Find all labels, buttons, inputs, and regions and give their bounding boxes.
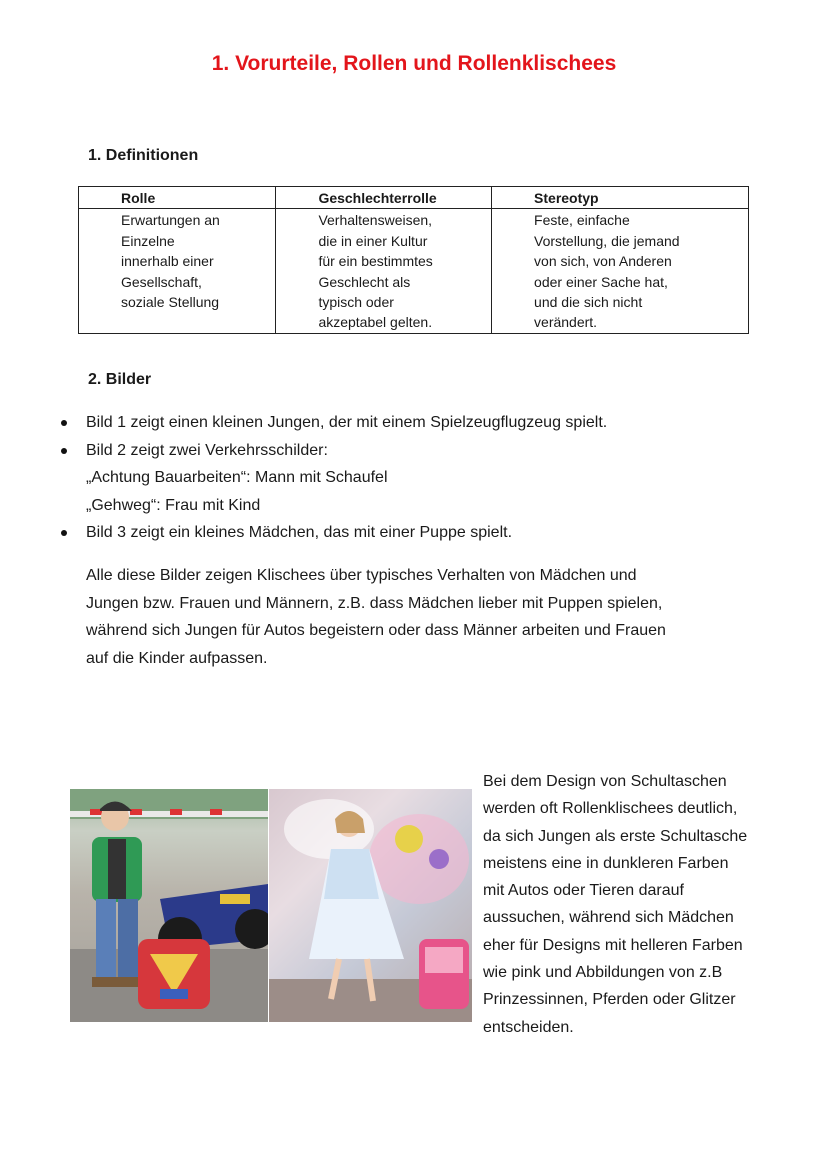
image-bullet-list	[60, 409, 780, 547]
column-header-rolle: Rolle	[79, 187, 276, 209]
page-title: 1. Vorurteile, Rollen und Rollenklischees	[211, 52, 617, 75]
definitions-table	[78, 186, 749, 334]
definition-stereotyp: Feste, einfache Vorstellung, die jemand von sich, von Anderen oder einer Sache hat, und die sich nicht verändert.	[492, 209, 749, 333]
definition-geschlechterrolle: Verhaltensweisen, die in einer Kultur für ein bestimmtes Geschlecht als typisch oder akzeptabel gelten.	[276, 209, 492, 333]
table-header-row	[79, 187, 749, 209]
girl-schoolbag-photo	[269, 789, 472, 1022]
boy-illustration	[70, 789, 268, 1022]
definition-rolle: Erwartungen an Einzelne innerhalb einer Gesellschaft, soziale Stellung	[79, 209, 276, 333]
table-row	[79, 209, 749, 333]
column-header-geschlechterrolle: Geschlechterrolle	[276, 187, 492, 209]
column-header-stereotyp: Stereotyp	[492, 187, 749, 209]
list-item: Bild 3 zeigt ein kleines Mädchen, das mit einer Puppe spielt.	[60, 519, 780, 547]
list-item: Bild 1 zeigt einen kleinen Jungen, der mit einem Spielzeugflugzeug spielt.	[60, 409, 780, 437]
definitions-heading: 1. Definitionen	[88, 147, 199, 164]
summary-paragraph: Alle diese Bilder zeigen Klischees über typisches Verhalten von Mädchen und Jungen bzw. Frauen und Männern, z.B. dass Mädchen lieber mit Puppen spielen, während sich Jungen für Autos begeistern oder dass Männer arbeiten und Frauen auf die Kinder aufpassen.	[86, 567, 666, 667]
schoolbag-description: Bei dem Design von Schultaschen werden oft Rollenklischees deutlich, da sich Jungen als erste Schultasche meistens eine in dunkleren Farben mit Autos oder Tieren darauf aussuchen, während sich Mädchen eher für Designs mit helleren Farben wie pink und Abbildungen von z.B Prinzessinnen, Pferden oder Glitzer entscheiden.	[483, 773, 748, 1036]
list-item: Bild 2 zeigt zwei Verkehrsschilder: „Achtung Bauarbeiten“: Mann mit Schaufel „Gehweg“: Frau mit Kind	[60, 437, 780, 520]
images-heading: 2. Bilder	[88, 371, 152, 388]
girl-illustration	[269, 789, 472, 1022]
boy-schoolbag-photo	[70, 789, 268, 1022]
